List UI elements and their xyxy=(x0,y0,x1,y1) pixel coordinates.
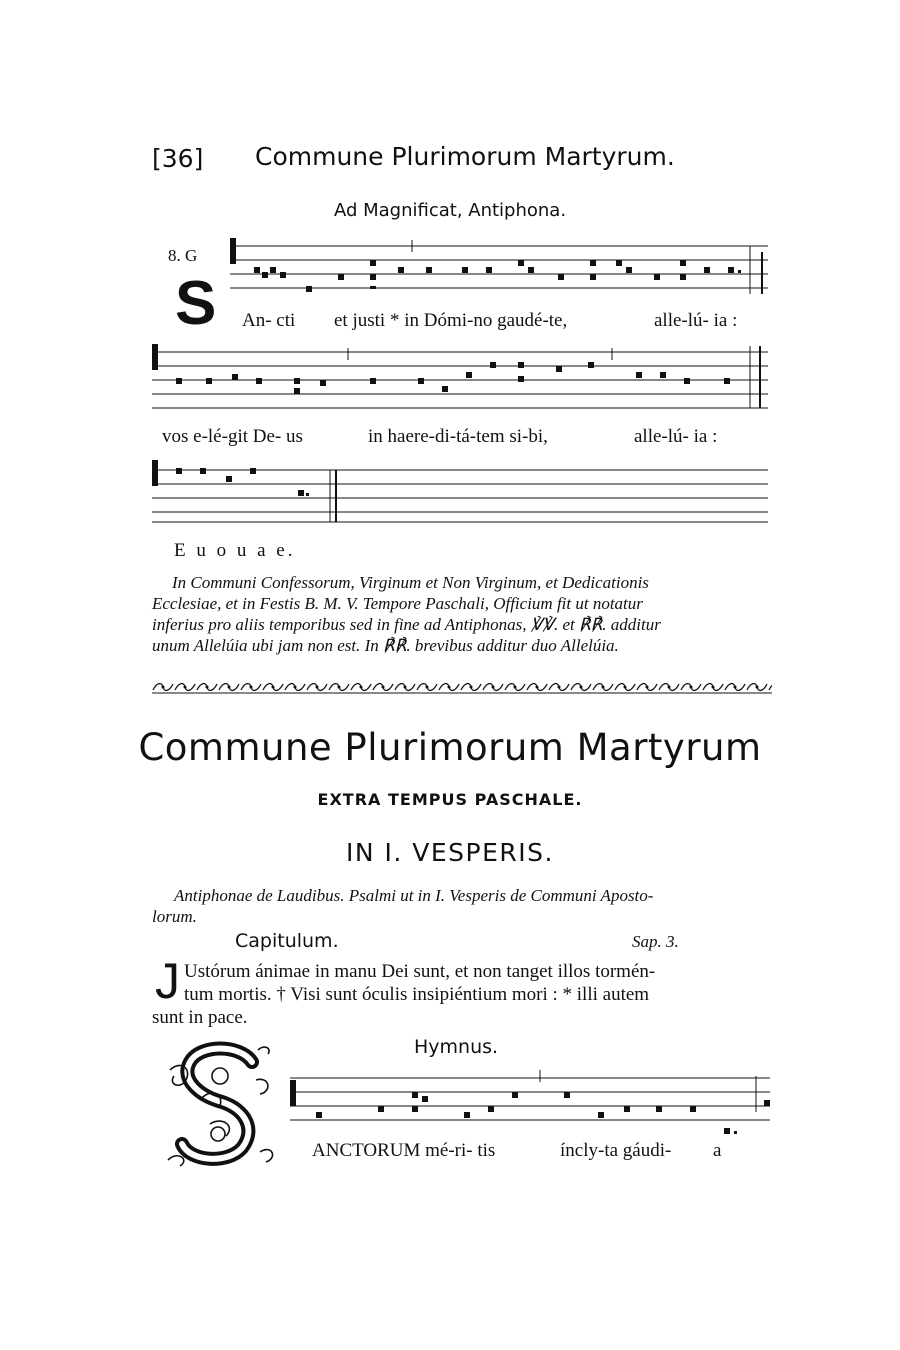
capitulum-line-1: Ustórum ánimae in manu Dei sunt, et non tanget illos tormén- xyxy=(184,961,656,982)
section-subtitle: EXTRA TEMPUS PASCHALE. xyxy=(317,790,583,809)
capitulum-label: Capitulum. xyxy=(235,930,339,952)
capitulum-line-2: tum mortis. † Visi sunt óculis insipiéntium mori : * illi autem xyxy=(184,984,650,1005)
rubric-line-1: In Communi Confessorum, Virginum et Non Virginum, et Dedicationis xyxy=(172,573,649,592)
rubric-line-2: Ecclesiae, et in Festis B. M. V. Tempore Paschali, Officium fit ut notatur xyxy=(152,594,643,613)
antiphon-note-line-1: Antiphonae de Laudibus. Psalmi ut in I. Vesperis de Communi Aposto- xyxy=(174,886,654,905)
hymn-lyrics-a: ANCTORUM mé-ri- tis xyxy=(312,1140,496,1161)
rubric-line-3: inferius pro aliis temporibus sed in fine ad Antiphonas, ℣℣. et ℟℟. additur xyxy=(152,615,661,634)
capitulum-reference: Sap. 3. xyxy=(632,932,679,951)
antiphon-initial: S xyxy=(175,269,217,338)
antiphon-lyrics-2a: vos e-lé-git De- us xyxy=(162,426,303,447)
decorated-initial-s xyxy=(160,1040,280,1170)
hymn-lyrics-c: a xyxy=(713,1140,722,1161)
antiphon-lyrics-1b: et justi * in Dómi-no gaudé-te, xyxy=(334,310,568,331)
antiphon-note-line-2: lorum. xyxy=(152,907,197,926)
hymn-lyrics-b: íncly-ta gáudi- xyxy=(560,1140,672,1161)
rubric-line-4: unum Allelúia ubi jam non est. In ℟℟. brevibus additur duo Allelúia. xyxy=(152,636,619,655)
ornamental-divider xyxy=(152,680,772,694)
running-title: Commune Plurimorum Martyrum. xyxy=(255,142,675,171)
staff-3 xyxy=(150,456,780,526)
hymnus-label: Hymnus. xyxy=(414,1036,499,1058)
capitulum-initial: J xyxy=(155,953,180,1009)
euouae: E u o u a e. xyxy=(174,540,296,561)
staff-4 xyxy=(288,1066,778,1138)
antiphon-subtitle: Ad Magnificat, Antiphona. xyxy=(333,200,567,221)
staff-1 xyxy=(150,234,780,300)
staff-2 xyxy=(150,344,780,414)
capitulum-line-3: sunt in pace. xyxy=(152,1007,248,1028)
antiphon-lyrics-2b: in haere-di-tá-tem si-bi, xyxy=(368,426,548,447)
rubric-note xyxy=(152,572,772,656)
antiphon-note xyxy=(152,885,772,927)
office-title: IN I. VESPERIS. xyxy=(346,838,554,867)
mode-label: 8. G xyxy=(168,246,198,265)
antiphon-lyrics-2c: alle-lú- ia : xyxy=(634,426,718,447)
section-title: Commune Plurimorum Martyrum xyxy=(138,726,762,769)
antiphon-lyrics-1c: alle-lú- ia : xyxy=(654,310,738,331)
antiphon-lyrics-1a: An- cti xyxy=(242,310,296,331)
page-number: [36] xyxy=(152,144,204,173)
